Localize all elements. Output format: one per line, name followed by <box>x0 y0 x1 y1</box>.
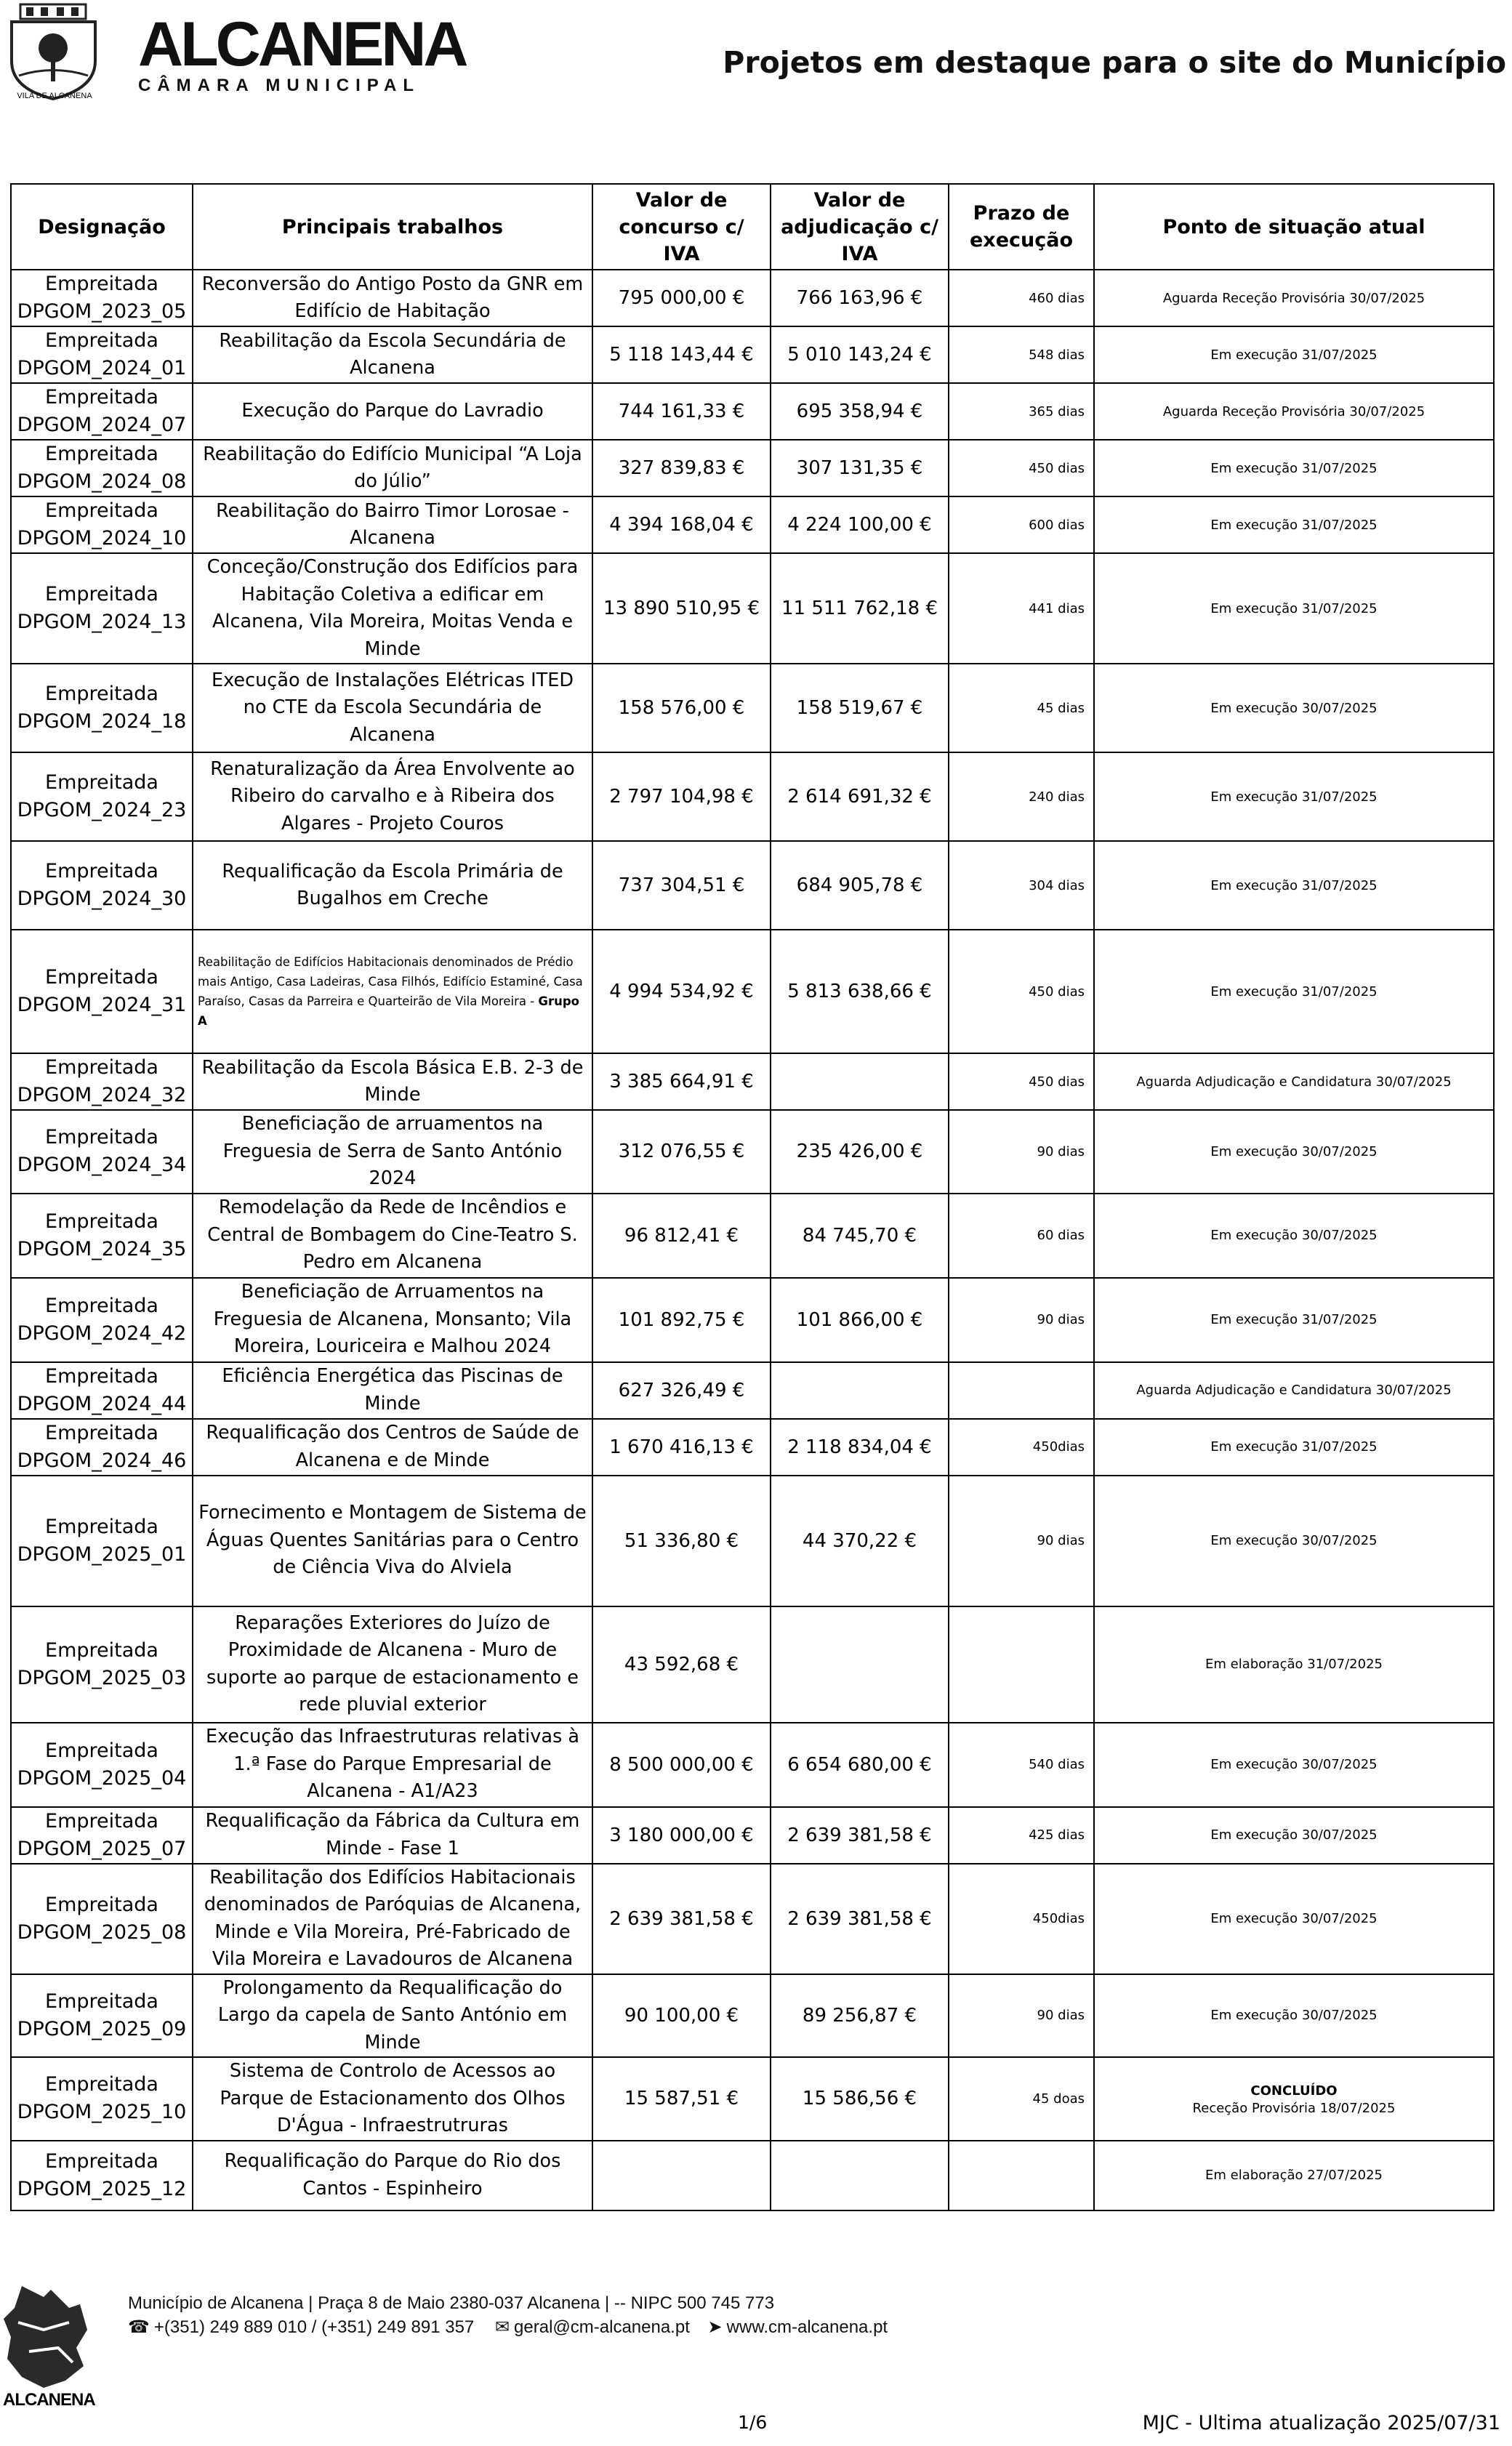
cell-valor-adjudicacao: 766 163,96 € <box>771 270 949 326</box>
designation-type: Empreitada <box>45 1893 158 1916</box>
cell-prazo: 45 doas <box>949 2057 1094 2141</box>
cell-trabalhos <box>193 930 592 1053</box>
cell-valor-adjudicacao: 101 866,00 € <box>771 1278 949 1362</box>
footer-website[interactable]: www.cm-alcanena.pt <box>726 2317 888 2337</box>
cell-designacao <box>11 930 193 1053</box>
cell-valor-concurso: 90 100,00 € <box>592 1974 771 2058</box>
designation-code: DPGOM_2025_10 <box>17 2101 187 2124</box>
designation-code: DPGOM_2025_01 <box>17 1542 187 1566</box>
cell-valor-concurso: 101 892,75 € <box>592 1278 771 1362</box>
designation-type: Empreitada <box>45 329 158 352</box>
cursor-icon: ➤ <box>707 2317 723 2337</box>
cell-trabalhos: Sistema de Controlo de Acessos ao Parque de Estacionamento dos Olhos D'Água - Infraestrutruras <box>193 2057 592 2141</box>
table-row <box>11 2141 1494 2210</box>
table-row <box>11 1362 1494 1419</box>
table-row <box>11 1807 1494 1864</box>
cell-valor-adjudicacao: 2 639 381,58 € <box>771 1807 949 1864</box>
table-header-row <box>11 184 1494 270</box>
table-row <box>11 1864 1494 1974</box>
cell-valor-concurso: 96 812,41 € <box>592 1194 771 1278</box>
cell-trabalhos: Fornecimento e Montagem de Sistema de Águas Quentes Sanitárias para o Centro de Ciência Viva do Alviela <box>193 1476 592 1606</box>
designation-code: DPGOM_2023_05 <box>17 300 187 323</box>
cell-valor-concurso: 4 994 534,92 € <box>592 930 771 1053</box>
cell-prazo: 460 dias <box>949 270 1094 326</box>
cell-prazo: 425 dias <box>949 1807 1094 1864</box>
table-row <box>11 496 1494 553</box>
cell-prazo: 450dias <box>949 1864 1094 1974</box>
cell-trabalhos: Execução de Instalações Elétricas ITED no CTE da Escola Secundária de Alcanena <box>193 664 592 752</box>
cell-prazo: 90 dias <box>949 1476 1094 1606</box>
cell-valor-adjudicacao: 695 358,94 € <box>771 383 949 440</box>
cell-trabalhos: Conceção/Construção dos Edifícios para Habitação Coletiva a edificar em Alcanena, Vila Moreira, Moitas Venda e Minde <box>193 553 592 664</box>
cell-designacao <box>11 1419 193 1476</box>
cell-valor-concurso: 3 385 664,91 € <box>592 1053 771 1110</box>
cell-situacao: Aguarda Receção Provisória 30/07/2025 <box>1094 270 1494 326</box>
designation-type: Empreitada <box>45 1126 158 1149</box>
cell-valor-concurso: 627 326,49 € <box>592 1362 771 1419</box>
cell-prazo: 90 dias <box>949 1974 1094 2058</box>
cell-situacao: Aguarda Adjudicação e Candidatura 30/07/2025 <box>1094 1053 1494 1110</box>
cell-valor-concurso: 327 839,83 € <box>592 440 771 496</box>
table-row <box>11 1278 1494 1362</box>
cell-prazo <box>949 1606 1094 1723</box>
table-row <box>11 752 1494 841</box>
cell-situacao: Em execução 31/07/2025 <box>1094 496 1494 553</box>
cell-situacao: Em execução 30/07/2025 <box>1094 1194 1494 1278</box>
footer-address: Município de Alcanena | Praça 8 de Maio 2380-037 Alcanena | -- NIPC 500 745 773 <box>128 2293 775 2313</box>
cell-prazo: 450dias <box>949 1419 1094 1476</box>
designation-type: Empreitada <box>45 1364 158 1388</box>
designation-code: DPGOM_2024_07 <box>17 414 187 436</box>
phone-icon: ☎ <box>128 2317 150 2337</box>
cell-valor-adjudicacao <box>771 1362 949 1419</box>
cell-valor-concurso: 158 576,00 € <box>592 664 771 752</box>
cell-valor-adjudicacao: 5 813 638,66 € <box>771 930 949 1053</box>
header-valor-adjudicacao: Valor de adjudicação c/ IVA <box>771 184 949 270</box>
designation-type: Empreitada <box>45 1990 158 2013</box>
cell-valor-adjudicacao <box>771 2141 949 2210</box>
designation-type: Empreitada <box>45 1809 158 1833</box>
cell-valor-adjudicacao: 2 118 834,04 € <box>771 1419 949 1476</box>
cell-trabalhos: Reabilitação do Bairro Timor Lorosae - Alcanena <box>193 496 592 553</box>
cell-designacao <box>11 1362 193 1419</box>
table-row <box>11 1476 1494 1606</box>
cell-valor-concurso: 312 076,55 € <box>592 1110 771 1194</box>
cell-designacao <box>11 1807 193 1864</box>
cell-trabalhos: Reabilitação do Edifício Municipal “A Loja do Júlio” <box>193 440 592 496</box>
cell-designacao <box>11 383 193 440</box>
cell-designacao <box>11 496 193 553</box>
cell-situacao: Aguarda Adjudicação e Candidatura 30/07/2025 <box>1094 1362 1494 1419</box>
cell-trabalhos: Remodelação da Rede de Incêndios e Central de Bombagem do Cine-Teatro S. Pedro em Alcanena <box>193 1194 592 1278</box>
designation-code: DPGOM_2025_12 <box>17 2177 187 2200</box>
designation-type: Empreitada <box>45 860 158 882</box>
designation-code: DPGOM_2024_18 <box>17 710 187 733</box>
page-header <box>0 0 1512 109</box>
cell-situacao: Em execução 30/07/2025 <box>1094 1476 1494 1606</box>
cell-prazo: 450 dias <box>949 1053 1094 1110</box>
designation-type: Empreitada <box>45 1515 158 1538</box>
cell-trabalhos: Reabilitação da Escola Secundária de Alcanena <box>193 326 592 383</box>
designation-code: DPGOM_2025_03 <box>17 1666 187 1689</box>
designation-type: Empreitada <box>45 966 158 989</box>
cell-designacao <box>11 270 193 326</box>
status-text: Receção Provisória 18/07/2025 <box>1192 2100 1396 2116</box>
designation-type: Empreitada <box>45 499 158 522</box>
cell-situacao: Em execução 31/07/2025 <box>1094 326 1494 383</box>
work-group: Grupo A <box>198 994 579 1028</box>
crest-caption: VILA DE ALCANENA <box>17 92 92 100</box>
designation-code: DPGOM_2024_35 <box>17 1237 187 1260</box>
table-row <box>11 1974 1494 2058</box>
table-row <box>11 440 1494 496</box>
cell-valor-adjudicacao: 307 131,35 € <box>771 440 949 496</box>
footer-email[interactable]: geral@cm-alcanena.pt <box>514 2317 690 2337</box>
cell-designacao <box>11 440 193 496</box>
last-updated: MJC - Ultima atualização 2025/07/31 <box>1142 2412 1500 2434</box>
header-trabalhos: Principais trabalhos <box>193 184 592 270</box>
table-row <box>11 1419 1494 1476</box>
designation-type: Empreitada <box>45 2073 158 2096</box>
page-title: Projetos em destaque para o site do Município <box>723 45 1506 80</box>
cell-trabalhos: Requalificação da Fábrica da Cultura em Minde - Fase 1 <box>193 1807 592 1864</box>
cell-valor-concurso: 795 000,00 € <box>592 270 771 326</box>
cell-situacao: Em execução 30/07/2025 <box>1094 1864 1494 1974</box>
designation-code: DPGOM_2024_30 <box>17 888 187 910</box>
cell-designacao <box>11 1864 193 1974</box>
designation-type: Empreitada <box>45 273 158 295</box>
cell-designacao <box>11 1723 193 1807</box>
cell-situacao: Em execução 30/07/2025 <box>1094 1723 1494 1807</box>
designation-type: Empreitada <box>45 683 158 705</box>
designation-code: DPGOM_2025_04 <box>17 1766 187 1790</box>
table-row <box>11 1606 1494 1723</box>
cell-prazo <box>949 1362 1094 1419</box>
cell-designacao <box>11 752 193 841</box>
cell-designacao <box>11 1110 193 1194</box>
cell-valor-adjudicacao <box>771 1053 949 1110</box>
designation-code: DPGOM_2024_31 <box>17 994 187 1016</box>
designation-type: Empreitada <box>45 2149 158 2173</box>
cell-designacao <box>11 1278 193 1362</box>
cell-designacao <box>11 664 193 752</box>
footer-contact-line <box>128 2315 888 2339</box>
designation-type: Empreitada <box>45 1056 158 1079</box>
cell-valor-concurso: 8 500 000,00 € <box>592 1723 771 1807</box>
header-valor-concurso: Valor de concurso c/ IVA <box>592 184 771 270</box>
cell-situacao: Em execução 30/07/2025 <box>1094 664 1494 752</box>
designation-code: DPGOM_2024_46 <box>17 1449 187 1472</box>
cell-situacao: Em execução 30/07/2025 <box>1094 1110 1494 1194</box>
cell-situacao: Em execução 31/07/2025 <box>1094 752 1494 841</box>
designation-type: Empreitada <box>45 386 158 409</box>
header-prazo: Prazo de execução <box>949 184 1094 270</box>
designation-type: Empreitada <box>45 771 158 794</box>
cell-prazo: 441 dias <box>949 553 1094 664</box>
cell-trabalhos: Prolongamento da Requalificação do Largo da capela de Santo António em Minde <box>193 1974 592 2058</box>
cell-valor-adjudicacao: 684 905,78 € <box>771 841 949 930</box>
cell-trabalhos: Reabilitação dos Edifícios Habitacionais denominados de Paróquias de Alcanena, Minde e Vila Moreira, Pré-Fabricado de Vila Moreira e Lavadouros de Alcanena <box>193 1864 592 1974</box>
designation-type: Empreitada <box>45 1739 158 1762</box>
designation-code: DPGOM_2025_07 <box>17 1837 187 1860</box>
table-row <box>11 383 1494 440</box>
cell-prazo: 304 dias <box>949 841 1094 930</box>
cell-trabalhos: Eficiência Energética das Piscinas de Minde <box>193 1362 592 1419</box>
cell-situacao: Em elaboração 31/07/2025 <box>1094 1606 1494 1723</box>
designation-code: DPGOM_2024_32 <box>17 1084 187 1106</box>
header-situacao: Ponto de situação atual <box>1094 184 1494 270</box>
cell-prazo: 365 dias <box>949 383 1094 440</box>
designation-code: DPGOM_2024_34 <box>17 1154 187 1177</box>
table-row <box>11 1110 1494 1194</box>
cell-valor-adjudicacao: 235 426,00 € <box>771 1110 949 1194</box>
cell-valor-adjudicacao: 89 256,87 € <box>771 1974 949 2058</box>
brand-name: ALCANENA <box>138 9 466 79</box>
cell-trabalhos: Requalificação da Escola Primária de Bugalhos em Creche <box>193 841 592 930</box>
designation-code: DPGOM_2024_13 <box>17 611 187 633</box>
table-row <box>11 1723 1494 1807</box>
header-designacao: Designação <box>11 184 193 270</box>
email-icon: ✉ <box>494 2317 510 2337</box>
designation-code: DPGOM_2024_42 <box>17 1321 187 1345</box>
cell-valor-adjudicacao: 44 370,22 € <box>771 1476 949 1606</box>
designation-type: Empreitada <box>45 1421 158 1444</box>
cell-valor-concurso: 13 890 510,95 € <box>592 553 771 664</box>
cell-situacao: Em execução 31/07/2025 <box>1094 930 1494 1053</box>
cell-valor-adjudicacao <box>771 1606 949 1723</box>
cell-trabalhos: Reabilitação da Escola Básica E.B. 2-3 de Minde <box>193 1053 592 1110</box>
table-row <box>11 841 1494 930</box>
cell-situacao: Em execução 31/07/2025 <box>1094 1278 1494 1362</box>
designation-type: Empreitada <box>45 1294 158 1317</box>
table-row <box>11 2057 1494 2141</box>
designation-code: DPGOM_2025_08 <box>17 1920 187 1944</box>
cell-designacao <box>11 326 193 383</box>
table-row <box>11 1053 1494 1110</box>
cell-trabalhos: Reparações Exteriores do Juízo de Proximidade de Alcanena - Muro de suporte ao parque de estacionamento e rede pluvial exterior <box>193 1606 592 1723</box>
cell-trabalhos: Reconversão do Antigo Posto da GNR em Edifício de Habitação <box>193 270 592 326</box>
cell-valor-concurso: 2 797 104,98 € <box>592 752 771 841</box>
cell-prazo: 548 dias <box>949 326 1094 383</box>
cell-trabalhos: Execução do Parque do Lavradio <box>193 383 592 440</box>
designation-code: DPGOM_2024_44 <box>17 1392 187 1415</box>
cell-valor-concurso: 51 336,80 € <box>592 1476 771 1606</box>
designation-type: Empreitada <box>45 443 158 465</box>
designation-code: DPGOM_2024_23 <box>17 799 187 821</box>
cell-designacao <box>11 841 193 930</box>
cell-situacao: Em execução 31/07/2025 <box>1094 440 1494 496</box>
footer-phone: +(351) 249 889 010 / (+351) 249 891 357 <box>153 2317 475 2337</box>
designation-code: DPGOM_2025_09 <box>17 2017 187 2040</box>
cell-trabalhos: Requalificação dos Centros de Saúde de Alcanena e de Minde <box>193 1419 592 1476</box>
cell-valor-adjudicacao: 2 639 381,58 € <box>771 1864 949 1974</box>
cell-valor-concurso: 15 587,51 € <box>592 2057 771 2141</box>
cell-situacao: Aguarda Receção Provisória 30/07/2025 <box>1094 383 1494 440</box>
cell-situacao: Em elaboração 27/07/2025 <box>1094 2141 1494 2210</box>
table-row <box>11 930 1494 1053</box>
cell-valor-adjudicacao: 2 614 691,32 € <box>771 752 949 841</box>
designation-type: Empreitada <box>45 1210 158 1233</box>
designation-code: DPGOM_2024_01 <box>17 357 187 379</box>
cell-situacao: Em execução 31/07/2025 <box>1094 841 1494 930</box>
cell-valor-concurso: 5 118 143,44 € <box>592 326 771 383</box>
table-row <box>11 664 1494 752</box>
table-row <box>11 1194 1494 1278</box>
cell-designacao <box>11 2141 193 2210</box>
brand-logo <box>138 9 466 96</box>
cell-prazo: 240 dias <box>949 752 1094 841</box>
cell-prazo <box>949 2141 1094 2210</box>
cell-valor-concurso: 737 304,51 € <box>592 841 771 930</box>
cell-valor-concurso: 2 639 381,58 € <box>592 1864 771 1974</box>
designation-code: DPGOM_2024_10 <box>17 527 187 550</box>
work-description: Reabilitação de Edifícios Habitacionais denominados de Prédio mais Antigo, Casa Ladeiras, Casa Filhós, Edifício Estaminé, Casa Paraíso, Casas da Parreira e Quarteirão de Vila Moreira - <box>198 955 583 1008</box>
cell-valor-adjudicacao: 6 654 680,00 € <box>771 1723 949 1807</box>
cell-valor-adjudicacao: 5 010 143,24 € <box>771 326 949 383</box>
cell-prazo: 450 dias <box>949 440 1094 496</box>
cell-prazo: 540 dias <box>949 1723 1094 1807</box>
cell-prazo: 60 dias <box>949 1194 1094 1278</box>
designation-type: Empreitada <box>45 1638 158 1662</box>
designation-type: Empreitada <box>45 583 158 606</box>
cell-prazo: 90 dias <box>949 1110 1094 1194</box>
cell-designacao <box>11 553 193 664</box>
cell-valor-adjudicacao: 4 224 100,00 € <box>771 496 949 553</box>
cell-prazo: 90 dias <box>949 1278 1094 1362</box>
cell-situacao: Em execução 30/07/2025 <box>1094 1807 1494 1864</box>
projects-table <box>10 183 1495 2211</box>
cell-designacao <box>11 1053 193 1110</box>
table-row <box>11 553 1494 664</box>
table-body <box>11 270 1494 2210</box>
cell-valor-adjudicacao: 15 586,56 € <box>771 2057 949 2141</box>
table-row <box>11 270 1494 326</box>
cell-valor-concurso: 744 161,33 € <box>592 383 771 440</box>
cell-situacao: Em execução 31/07/2025 <box>1094 553 1494 664</box>
cell-trabalhos: Beneficiação de arruamentos na Freguesia de Serra de Santo António 2024 <box>193 1110 592 1194</box>
cell-designacao <box>11 1476 193 1606</box>
municipal-crest-icon <box>4 3 102 103</box>
footer-contacts <box>128 2291 888 2339</box>
cell-trabalhos: Requalificação do Parque do Rio dos Cantos - Espinheiro <box>193 2141 592 2210</box>
cell-trabalhos: Beneficiação de Arruamentos na Freguesia de Alcanena, Monsanto; Vila Moreira, Louriceira e Malhou 2024 <box>193 1278 592 1362</box>
cell-trabalhos: Renaturalização da Área Envolvente ao Ribeiro do carvalho e à Ribeira dos Algares - Projeto Couros <box>193 752 592 841</box>
cell-situacao: Em execução 30/07/2025 <box>1094 1974 1494 2058</box>
status-title: CONCLUÍDO <box>1250 2083 1338 2099</box>
cell-designacao <box>11 1606 193 1723</box>
cell-designacao <box>11 1974 193 2058</box>
cell-valor-concurso: 43 592,68 € <box>592 1606 771 1723</box>
cell-prazo: 45 dias <box>949 664 1094 752</box>
table-row <box>11 326 1494 383</box>
brand-subtitle: CÂMARA MUNICIPAL <box>138 76 420 95</box>
cell-prazo: 600 dias <box>949 496 1094 553</box>
cell-designacao <box>11 1194 193 1278</box>
cell-valor-adjudicacao: 11 511 762,18 € <box>771 553 949 664</box>
cell-valor-concurso: 3 180 000,00 € <box>592 1807 771 1864</box>
designation-code: DPGOM_2024_08 <box>17 470 187 493</box>
cell-situacao: Em execução 31/07/2025 <box>1094 1419 1494 1476</box>
cell-situacao <box>1094 2057 1494 2141</box>
cell-valor-concurso <box>592 2141 771 2210</box>
cell-valor-adjudicacao: 84 745,70 € <box>771 1194 949 1278</box>
cell-valor-adjudicacao: 158 519,67 € <box>771 664 949 752</box>
page-number: 1/6 <box>738 2412 768 2433</box>
footer-brand: ALCANENA <box>3 2390 95 2410</box>
cell-valor-concurso: 4 394 168,04 € <box>592 496 771 553</box>
cell-trabalhos: Execução das Infraestruturas relativas à 1.ª Fase do Parque Empresarial de Alcanena - A1/A23 <box>193 1723 592 1807</box>
cell-prazo: 450 dias <box>949 930 1094 1053</box>
cell-designacao <box>11 2057 193 2141</box>
cell-valor-concurso: 1 670 416,13 € <box>592 1419 771 1476</box>
